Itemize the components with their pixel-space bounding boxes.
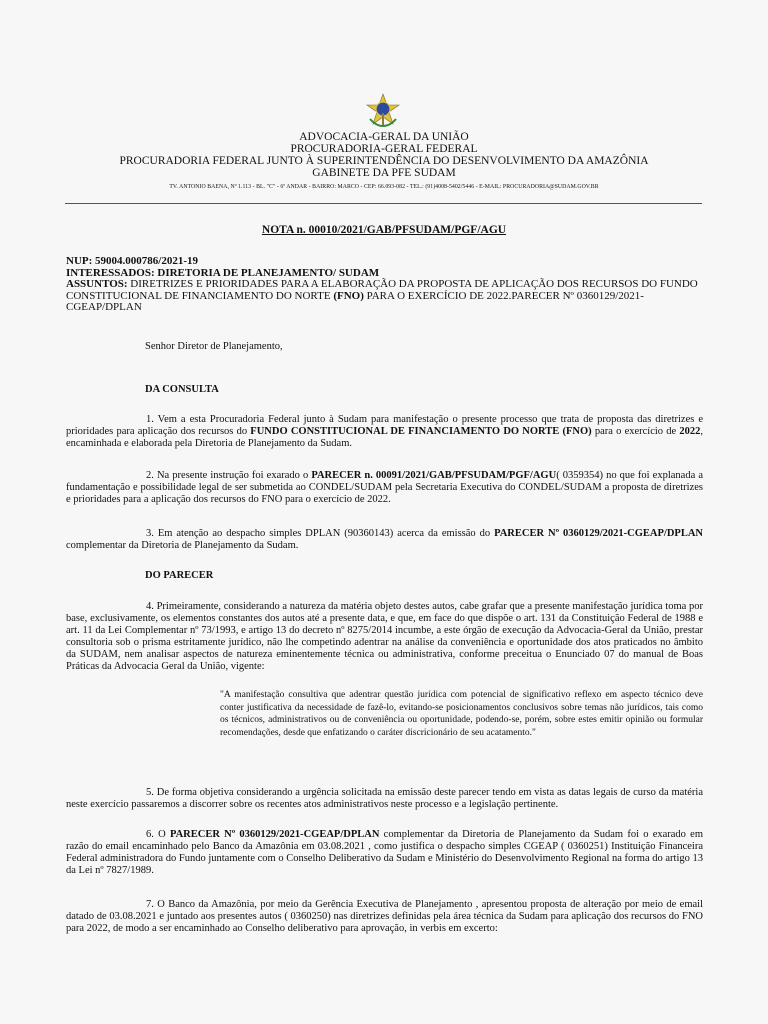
metadata-block (66, 256, 706, 314)
assuntos-label: ASSUNTOS: (66, 278, 128, 290)
p1-text-c: para o exercício de (591, 426, 680, 437)
p2-text-a: 2. Na presente instrução foi exarado o (146, 470, 312, 481)
letterhead (40, 131, 728, 193)
p1-text-e: , encaminhada e elaborada pela Diretoria de Planejamento da Sudam. (66, 426, 704, 449)
p3-text-c: complementar da Diretoria de Planejamento da Sudam. (66, 540, 299, 551)
interessados-line: INTERESSADOS: DIRETORIA DE PLANEJAMENTO/ SUDAM (66, 266, 380, 279)
p6-text-c: complementar da Diretoria de Planejamento da Sudam foi o exarado em razão do email encaminhado pelo Banco da Amazônia em 03.08.2021 , como justifica o despacho simples CGEAP ( 0360251) Instituição Financeira Federal administradora do Fundo juntamente com o Conselho Deliberativo da Sudam e Ministério do Desenvolvimento Regional na forma do artigo 13 da Lei nº 7827/1989. (66, 829, 703, 876)
paragraph-1 (66, 414, 703, 450)
paragraph-2 (66, 470, 703, 506)
assuntos-fno: (FNO) (333, 289, 364, 302)
paragraph-6 (66, 829, 703, 877)
assuntos-text-a: DIRETRIZES E PRIORIDADES PARA A ELABORAÇÃO DA PROPOSTA DE APLICAÇÃO DOS RECURSOS DO FUNDO CONSTITUCIONAL DE FINANCIAMENTO DO NORTE (66, 278, 698, 302)
assuntos-line (66, 279, 706, 314)
nota-title: NOTA n. 00010/2021/GAB/PFSUDAM/PGF/AGU (261, 224, 507, 236)
paragraph-7: 7. O Banco da Amazônia, por meio da Gerência Executiva de Planejamento , apresentou proposta de alteração por meio de email datado de 03.08.2021 e juntado aos presentes autos ( 0360250) nas diretrizes definidas pela área técnica da Sudam para aplicação dos recursos do FNO para 2022, de modo a ser encaminhado ao Conselho deliberativo para aprovação, in verbis em excerto: (66, 899, 703, 934)
address-line: TV. ANTONIO BAENA, Nº 1.113 - BL. "C" - 6º ANDAR - BAIRRO: MARCO - CEP: 66.093-082 - TEL.: (91)4008-5402/5446 - E-MAIL: PROCURADORIA@SUDAM.GOV.BR (169, 184, 599, 190)
paragraph-5: 5. De forma objetiva considerando a urgência solicitada na emissão deste parecer tendo em vista as datas legais de curso da matéria neste exercício passaremos a discorrer sobre os recentes atos administrativos neste processo e a legislação pertinente. (66, 787, 703, 810)
org-line-1: ADVOCACIA-GERAL DA UNIÃO (299, 131, 469, 143)
p3-text-a: 3. Em atenção ao despacho simples DPLAN (90360143) acerca da emissão do (146, 528, 495, 539)
p2-parecer-ref: PARECER n. 00091/2021/GAB/PFSUDAM/PGF/AGU (311, 470, 557, 481)
brazil-coat-of-arms-icon (366, 93, 400, 127)
p1-fund-name: FUNDO CONSTITUCIONAL DE FINANCIAMENTO DO NORTE (FNO) (250, 426, 592, 437)
p3-parecer-ref: PARECER Nº 0360129/2021-CGEAP/DPLAN (494, 528, 703, 539)
header-divider (65, 203, 702, 204)
p6-text-a: 6. O (146, 829, 170, 840)
section-heading-parecer: DO PARECER (145, 570, 214, 581)
p6-parecer-ref: PARECER Nº 0360129/2021-CGEAP/DPLAN (169, 829, 380, 840)
p1-text-a: 1. Vem a esta Procuradoria Federal junto à Sudam para manifestação o presente processo que trata de proposta das diretrizes e prioridades para aplicação dos recursos do (66, 414, 703, 437)
nup-line: NUP: 59004.000786/2021-19 (66, 255, 198, 267)
p1-year: 2022 (679, 426, 701, 437)
paragraph-4: 4. Primeiramente, considerando a natureza da matéria objeto destes autos, cabe grafar que a presente manifestação jurídica toma por base, exclusivamente, os elementos constantes dos autos até a presente data, e que, em face do que dispõe o art. 131 da Constituição Federal de 1988 e art. 11 da Lei Complementar nº 73/1993, e artigo 13 do decreto nº 8275/2014 incumbe, a este órgão de execução da Advocacia-Geral da União, prestar consultoria sob o prisma estritamente jurídico, não lhe competindo adentrar na análise da conveniência e oportunidade dos atos praticados no âmbito da SUDAM, nem analisar aspectos de natureza eminentemente técnica ou administrativa, conforme preceitua o Enunciado 07 do manual de Boas Práticas da Advocacia Geral da União, vigente: (66, 601, 703, 672)
org-line-4: GABINETE DA PFE SUDAM (312, 167, 456, 179)
org-line-3: PROCURADORIA FEDERAL JUNTO À SUPERINTENDÊNCIA DO DESENVOLVIMENTO DA AMAZÔNIA (119, 155, 649, 167)
assuntos-text-b: PARA O EXERCÍCIO DE 2022.PARECER Nº 0360129/2021-CGEAP/DPLAN (66, 289, 644, 313)
org-line-2: PROCURADORIA-GERAL FEDERAL (290, 143, 478, 155)
paragraph-3 (66, 528, 703, 552)
p2-text-c: ( 0359354) no que foi explanada a fundamentação e possibilidade legal de ser submetida ao CONDEL/SUDAM pela Secretaria Executiva do CONDEL/SUDAM a proposta de diretrizes e prioridades para a aplicação dos recursos do FNO para o exercício de 2022. (66, 470, 703, 505)
quoted-enunciado: "A manifestação consultiva que adentrar questão jurídica com potencial de significativo reflexo em aspecto técnico deve conter justificativa da necessidade de fazê-lo, evitando-se posicionamentos conclusivos sobre temas não jurídicos, tais como os técnicos, administrativos ou de conveniência ou oportunidade, podendo-se, porém, sobre estes emitir opinião ou formular recomendações, desde que enfatizando o caráter discricionário de seu acatamento." (220, 690, 703, 738)
section-heading-consulta: DA CONSULTA (145, 384, 219, 395)
salutation: Senhor Diretor de Planejamento, (145, 341, 283, 352)
